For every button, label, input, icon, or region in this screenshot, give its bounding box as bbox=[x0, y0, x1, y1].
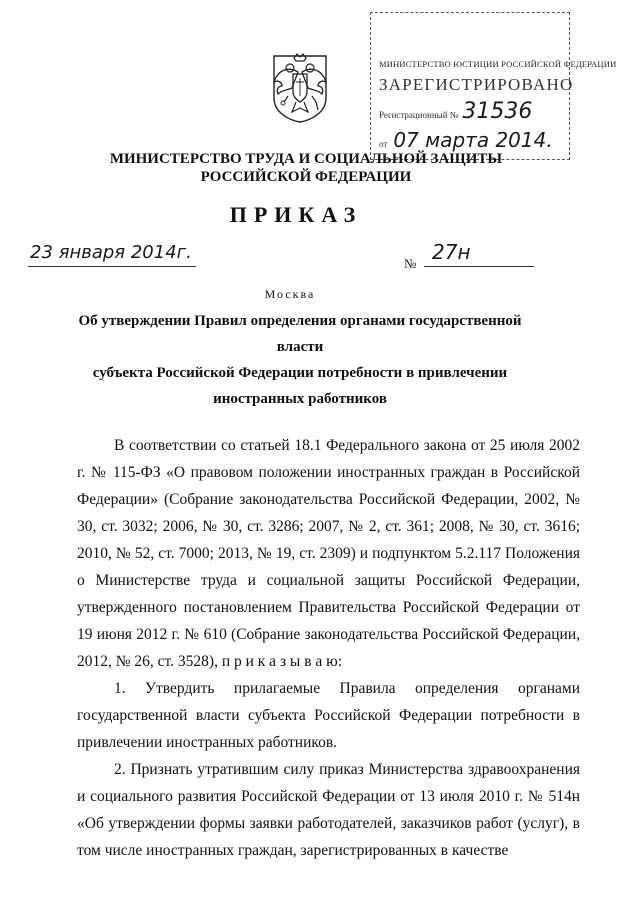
stamp-reg-label: Регистрационный № bbox=[379, 110, 459, 120]
document-type-title: ПРИКАЗ bbox=[229, 202, 363, 227]
registration-stamp bbox=[370, 12, 617, 160]
ministry-line-1: МИНИСТЕРСТВО ТРУДА И СОЦИАЛЬНОЙ ЗАЩИТЫ bbox=[109, 151, 503, 167]
subject-line-2: субъекта Российской Федерации потребности в привлечении bbox=[92, 365, 508, 381]
ministry-heading bbox=[0, 150, 626, 186]
coat-of-arms-emblem bbox=[268, 52, 332, 124]
stamp-date-label: от bbox=[379, 139, 388, 149]
city-label: Москва bbox=[264, 287, 316, 301]
stamp-registered-label: ЗАРЕГИСТРИРОВАНО bbox=[379, 75, 574, 94]
date-field bbox=[28, 244, 196, 267]
order-body bbox=[77, 432, 580, 864]
order-subject bbox=[70, 308, 530, 412]
order-item-2: 2. Признать утратившим силу приказ Министерства здравоохранения и социального развития Российской Федерации от 13 июля 2010 г. № 514н «Об утверждении формы заявки работодателей, заказчиков работ (услуг), в том числе иностранных граждан, зарегистрированных в качестве bbox=[77, 761, 580, 859]
order-number: 27н bbox=[432, 240, 471, 264]
subject-line-3: иностранных работников bbox=[213, 391, 387, 407]
number-field bbox=[424, 240, 534, 267]
preamble-paragraph: В соответствии со статьей 18.1 Федерального закона от 25 июля 2002 г. № 115-ФЗ «О правовом положении иностранных граждан в Российской Федерации» (Собрание законодательства Российской Федерации, 2002, № 30, ст. 3032; 2006, № 30, ст. 3286; 2007, № 2, ст. 361; 2008, № 30, ст. 3616; 2010, № 52, ст. 7000; 2013, № 19, ст. 2309) и подпунктом 5.2.117 Положения о Министерстве труда и социальной защиты Российской Федерации, утвержденного постановлением Правительства Российской Федерации от 19 июня 2012 г. № 610 (Собрание законодательства Российской Федерации, 2012, № 26, ст. 3528), п р и к а з ы в а ю: bbox=[77, 437, 580, 670]
stamp-reg-number: 31536 bbox=[462, 99, 533, 124]
stamp-reg-date: 07 марта 2014. bbox=[393, 128, 553, 152]
number-label: № bbox=[404, 256, 417, 271]
order-item-1: 1. Утвердить прилагаемые Правила определения органами государственной власти субъекта Российской Федерации потребности в привлечении иностранных работников. bbox=[77, 680, 580, 751]
order-date: 23 января 2014г. bbox=[30, 242, 192, 263]
subject-line-1: Об утверждении Правил определения органами государственной власти bbox=[78, 313, 522, 355]
stamp-ministry-line: МИНИСТЕРСТВО ЮСТИЦИИ РОССИЙСКОЙ ФЕДЕРАЦИИ bbox=[379, 59, 617, 69]
ministry-line-2: РОССИЙСКОЙ ФЕДЕРАЦИИ bbox=[200, 169, 412, 185]
